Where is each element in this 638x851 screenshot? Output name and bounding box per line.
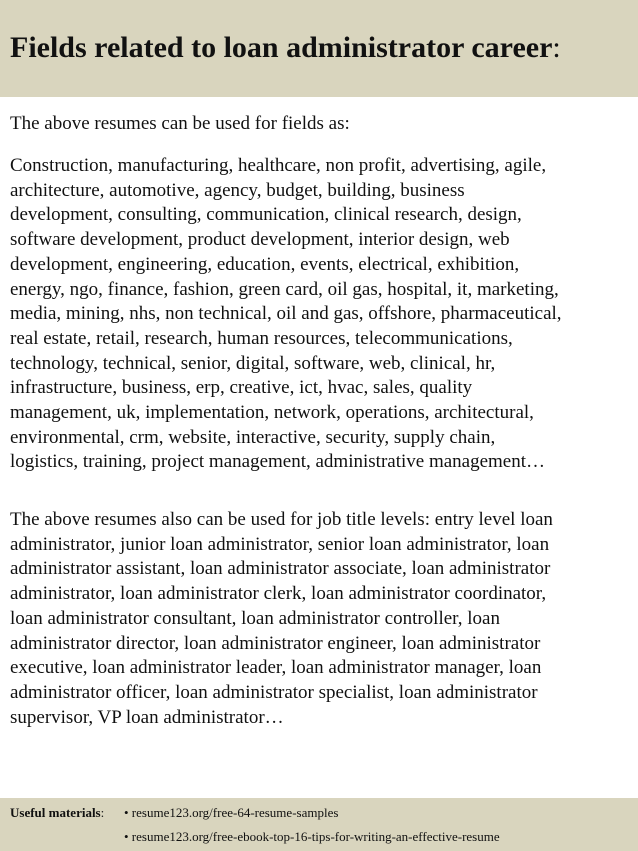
title-bar — [0, 0, 638, 97]
fields-line: environmental, crm, website, interactive, security, supply chain, — [10, 426, 496, 448]
intro-text: The above resumes can be used for fields as: — [10, 113, 350, 134]
fields-line: technology, technical, senior, digital, software, web, clinical, hr, — [10, 352, 496, 374]
fields-line: infrastructure, business, erp, creative, ict, hvac, sales, quality — [10, 377, 473, 399]
fields-line: management, uk, implementation, network, operations, architectural, — [10, 402, 534, 424]
fields-line: development, consulting, communication, clinical research, design, — [10, 204, 522, 226]
job-levels-paragraph — [10, 508, 635, 730]
fields-line: energy, ngo, finance, fashion, green card, oil gas, hospital, it, marketing, — [10, 278, 559, 300]
job-levels-line: loan administrator consultant, loan administrator controller, loan — [10, 607, 500, 629]
job-levels-line: The above resumes also can be used for job title levels: entry level loan — [10, 509, 553, 530]
resume-samples-link[interactable]: • resume123.org/free-64-resume-samples — [124, 805, 339, 820]
useful-materials-label — [10, 805, 104, 821]
job-levels-line: administrator director, loan administrator engineer, loan administrator — [10, 632, 541, 654]
fields-line: real estate, retail, research, human resources, telecommunications, — [10, 327, 513, 349]
fields-line: Construction, manufacturing, healthcare, non profit, advertising, agile, — [10, 155, 547, 176]
job-levels-line: administrator officer, loan administrator specialist, loan administrator — [10, 681, 538, 703]
page-title-colon: : — [552, 31, 561, 64]
useful-materials-label-text: Useful materials — [10, 805, 101, 820]
fields-line: architecture, automotive, agency, budget, building, business — [10, 179, 465, 201]
fields-line: software development, product development, interior design, web — [10, 229, 510, 251]
page-title-text: Fields related to loan administrator career — [10, 31, 553, 64]
job-levels-line: administrator assistant, loan administrator associate, loan administrator — [10, 558, 551, 580]
job-levels-line: administrator, junior loan administrator, senior loan administrator, loan — [10, 533, 550, 555]
fields-line: logistics, training, project management, administrative management… — [10, 451, 546, 473]
job-levels-line: executive, loan administrator leader, loan administrator manager, loan — [10, 657, 542, 679]
footer-bar — [0, 798, 638, 851]
job-levels-line: supervisor, VP loan administrator… — [10, 706, 284, 728]
resume-ebook-link[interactable]: • resume123.org/free-ebook-top-16-tips-for-writing-an-effective-resume — [124, 829, 500, 844]
fields-line: development, engineering, education, events, electrical, exhibition, — [10, 253, 520, 275]
job-levels-line: administrator, loan administrator clerk, loan administrator coordinator, — [10, 583, 547, 605]
fields-paragraph — [10, 154, 635, 475]
page-title — [10, 30, 561, 66]
useful-materials-colon: : — [100, 805, 105, 820]
fields-line: media, mining, nhs, non technical, oil and gas, offshore, pharmaceutical, — [10, 303, 562, 325]
